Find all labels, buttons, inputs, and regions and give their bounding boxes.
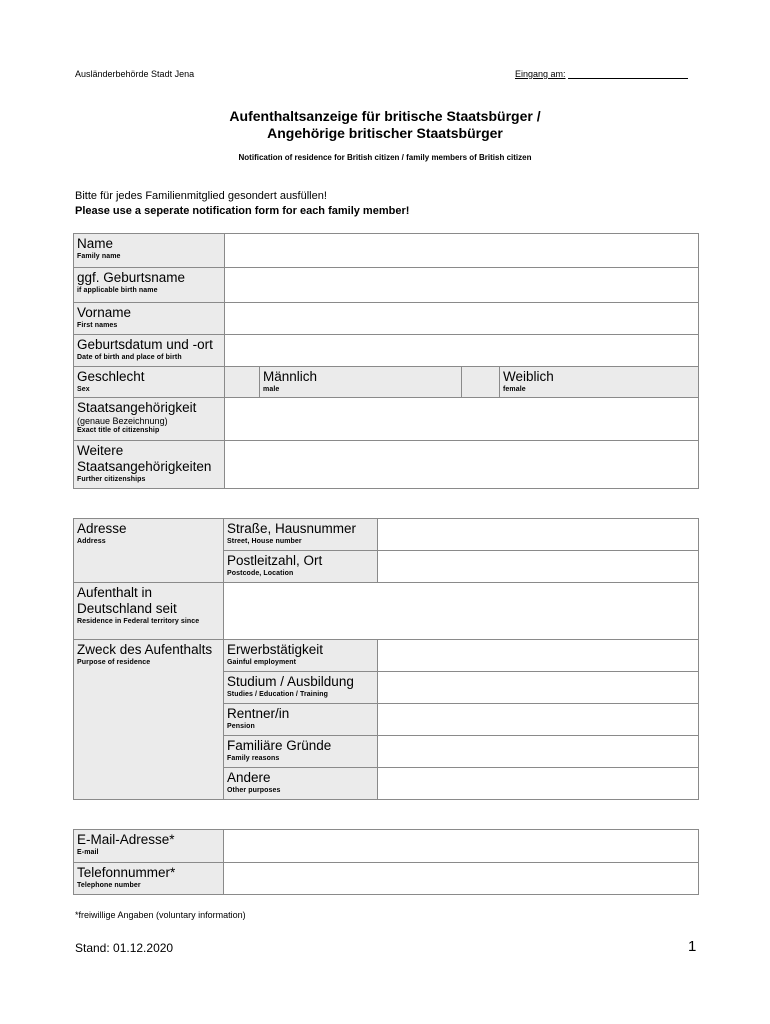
label-name <box>74 234 225 268</box>
label-street <box>224 519 378 551</box>
label-citizenship-en: Exact title of citizenship <box>77 427 160 434</box>
birthname-input[interactable] <box>225 268 699 303</box>
label-sex <box>74 367 225 398</box>
label-address-en: Address <box>77 538 106 545</box>
label-street-en: Street, House number <box>227 538 302 545</box>
firstname-input[interactable] <box>225 303 699 335</box>
label-purpose-employment <box>224 640 378 672</box>
label-street-de: Straße, Hausnummer <box>227 521 357 536</box>
label-sex-de: Geschlecht <box>77 369 145 384</box>
postcode-input[interactable] <box>378 551 699 583</box>
label-postcode-en: Postcode, Location <box>227 570 294 577</box>
label-birthname <box>74 268 225 303</box>
label-address-de: Adresse <box>77 521 127 536</box>
purpose-family-input[interactable] <box>378 736 699 768</box>
label-residence-since <box>74 583 224 640</box>
label-address <box>74 519 224 583</box>
label-postcode <box>224 551 378 583</box>
purpose-other-de: Andere <box>227 770 271 785</box>
label-firstname <box>74 303 225 335</box>
label-birthname-en: if applicable birth name <box>77 287 158 294</box>
birth-input[interactable] <box>225 335 699 367</box>
label-further-citizenships <box>74 441 225 489</box>
label-phone-en: Telephone number <box>77 882 141 889</box>
voluntary-footnote: *freiwillige Angaben (voluntary information) <box>75 910 246 920</box>
label-birthname-de: ggf. Geburtsname <box>77 270 186 285</box>
further-citizenships-input[interactable] <box>225 441 699 489</box>
purpose-employment-de: Erwerbstätigkeit <box>227 642 324 657</box>
label-male-en: male <box>263 386 280 393</box>
label-since-en: Residence in Federal territory since <box>77 618 200 625</box>
label-firstname-en: First names <box>77 322 118 329</box>
form-subtitle: Notification of residence for British citizen / family members of British citizen <box>238 153 532 162</box>
citizenship-input[interactable] <box>225 398 699 441</box>
purpose-studies-input[interactable] <box>378 672 699 704</box>
label-purpose-de: Zweck des Aufenthalts <box>77 642 213 657</box>
purpose-other-input[interactable] <box>378 768 699 800</box>
label-female-en: female <box>503 386 526 393</box>
label-email-en: E-mail <box>77 849 99 856</box>
label-postcode-de: Postleitzahl, Ort <box>227 553 323 568</box>
purpose-employment-input[interactable] <box>378 640 699 672</box>
street-input[interactable] <box>378 519 699 551</box>
label-female-de: Weiblich <box>503 369 554 384</box>
personal-data-table <box>73 233 699 489</box>
label-name-en: Family name <box>77 253 121 260</box>
label-since-de: Aufenthalt in Deutschland seit <box>77 585 177 616</box>
sex-female-checkbox[interactable] <box>462 367 500 398</box>
name-input[interactable] <box>225 234 699 268</box>
label-birth <box>74 335 225 367</box>
contact-table <box>73 829 699 895</box>
email-input[interactable] <box>224 830 699 863</box>
purpose-studies-en: Studies / Education / Training <box>227 691 329 698</box>
label-purpose-studies <box>224 672 378 704</box>
label-male <box>260 367 462 398</box>
label-email-de: E-Mail-Adresse* <box>77 832 175 847</box>
residence-table <box>73 518 699 800</box>
label-purpose-pension <box>224 704 378 736</box>
instruction-de: Bitte für jedes Familienmitglied gesondert ausfüllen! <box>75 190 327 202</box>
label-purpose-other <box>224 768 378 800</box>
purpose-family-de: Familiäre Gründe <box>227 738 332 753</box>
label-further-de: Weitere Staatsangehörigkeiten <box>77 443 212 474</box>
purpose-pension-input[interactable] <box>378 704 699 736</box>
purpose-other-en: Other purposes <box>227 787 281 794</box>
received-label: Eingang am: <box>515 69 566 79</box>
purpose-pension-en: Pension <box>227 723 255 730</box>
label-firstname-de: Vorname <box>77 305 132 320</box>
label-citizenship <box>74 398 225 441</box>
label-email <box>74 830 224 863</box>
phone-input[interactable] <box>224 863 699 895</box>
residence-since-input[interactable] <box>224 583 699 640</box>
label-birth-en: Date of birth and place of birth <box>77 354 182 361</box>
label-female <box>500 367 699 398</box>
label-further-en: Further citizenships <box>77 476 146 483</box>
label-purpose-family <box>224 736 378 768</box>
label-birth-de: Geburtsdatum und -ort <box>77 337 213 352</box>
purpose-studies-de: Studium / Ausbildung <box>227 674 354 689</box>
version-date: Stand: 01.12.2020 <box>75 941 174 955</box>
purpose-family-en: Family reasons <box>227 755 280 762</box>
label-name-de: Name <box>77 236 114 251</box>
label-purpose <box>74 640 224 800</box>
label-citizenship-note: (genaue Bezeichnung) <box>77 416 168 426</box>
page-number: 1 <box>688 938 697 955</box>
sex-male-checkbox[interactable] <box>225 367 260 398</box>
purpose-pension-de: Rentner/in <box>227 706 290 721</box>
title-line-1: Aufenthaltsanzeige für britische Staatsbürger / <box>229 108 541 124</box>
label-purpose-en: Purpose of residence <box>77 659 151 666</box>
label-phone <box>74 863 224 895</box>
title-line-2: Angehörige britischer Staatsbürger <box>267 125 503 141</box>
authority-name: Ausländerbehörde Stadt Jena <box>75 69 195 79</box>
purpose-employment-en: Gainful employment <box>227 659 297 666</box>
received-date-field[interactable] <box>515 69 695 79</box>
label-phone-de: Telefonnummer* <box>77 865 176 880</box>
label-male-de: Männlich <box>263 369 318 384</box>
instruction-en: Please use a seperate notification form for each family member! <box>75 205 410 217</box>
label-citizenship-de: Staatsangehörigkeit <box>77 400 197 415</box>
label-sex-en: Sex <box>77 386 90 393</box>
received-date-line <box>568 69 688 79</box>
form-title <box>75 108 695 142</box>
